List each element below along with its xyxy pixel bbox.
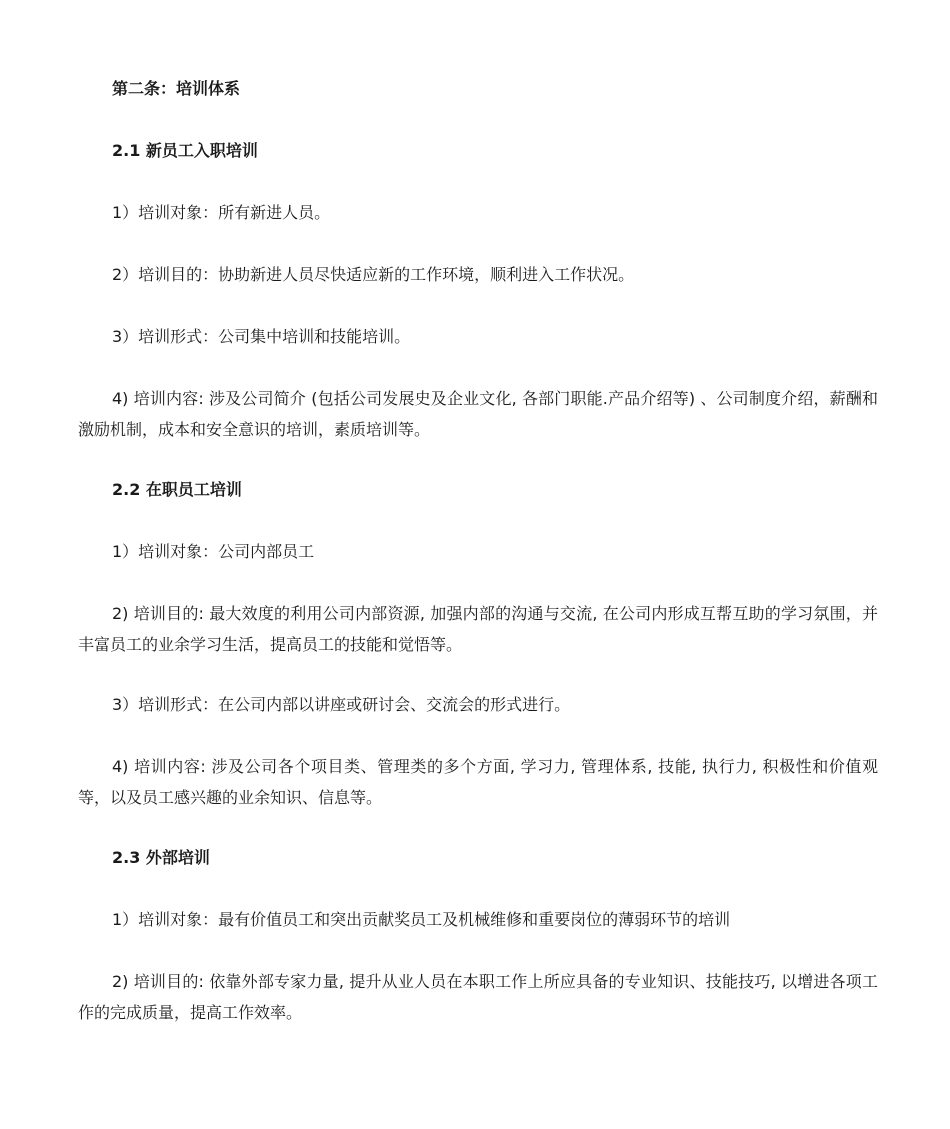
paragraph-training-form: 3）培训形式：在公司内部以讲座或研讨会、交流会的形式进行。 <box>112 695 571 714</box>
paragraph-training-target: 1）培训对象：所有新进人员。 <box>112 203 331 222</box>
paragraph-training-content: 4) 培训内容: 涉及公司各个项目类、管理类的多个方面, 学习力, 管理体系, 技能, 执行力, 积极性和价值观等，以及员工感兴趣的业余知识、信息等。 <box>78 757 878 807</box>
paragraph-training-form: 3）培训形式：公司集中培训和技能培训。 <box>112 327 411 346</box>
paragraph-training-target: 1）培训对象：最有价值员工和突出贡献奖员工及机械维修和重要岗位的薄弱环节的培训 <box>112 910 731 929</box>
paragraph-training-purpose: 2）培训目的：协助新进人员尽快适应新的工作环境，顺利进入工作状况。 <box>112 265 635 284</box>
paragraph-training-target: 1）培训对象：公司内部员工 <box>112 542 315 561</box>
section-heading-external-training: 2.3 外部培训 <box>112 848 210 867</box>
section-heading-onjob-training: 2.2 在职员工培训 <box>112 480 242 499</box>
paragraph-training-purpose: 2) 培训目的: 依靠外部专家力量, 提升从业人员在本职工作上所应具备的专业知识、技能技巧, 以增进各项工作的完成质量，提高工作效率。 <box>78 972 878 1022</box>
paragraph-training-content: 4) 培训内容: 涉及公司简介 (包括公司发展史及企业文化, 各部门职能.产品介绍等) 、公司制度介绍，薪酬和激励机制，成本和安全意识的培训，素质培训等。 <box>78 389 878 439</box>
article-title: 第二条：培训体系 <box>112 79 241 98</box>
paragraph-training-purpose: 2) 培训目的: 最大效度的利用公司内部资源, 加强内部的沟通与交流, 在公司内形成互帮互助的学习氛围，并丰富员工的业余学习生活，提高员工的技能和觉悟等。 <box>78 604 878 654</box>
section-heading-new-employee-training: 2.1 新员工入职培训 <box>112 141 258 160</box>
